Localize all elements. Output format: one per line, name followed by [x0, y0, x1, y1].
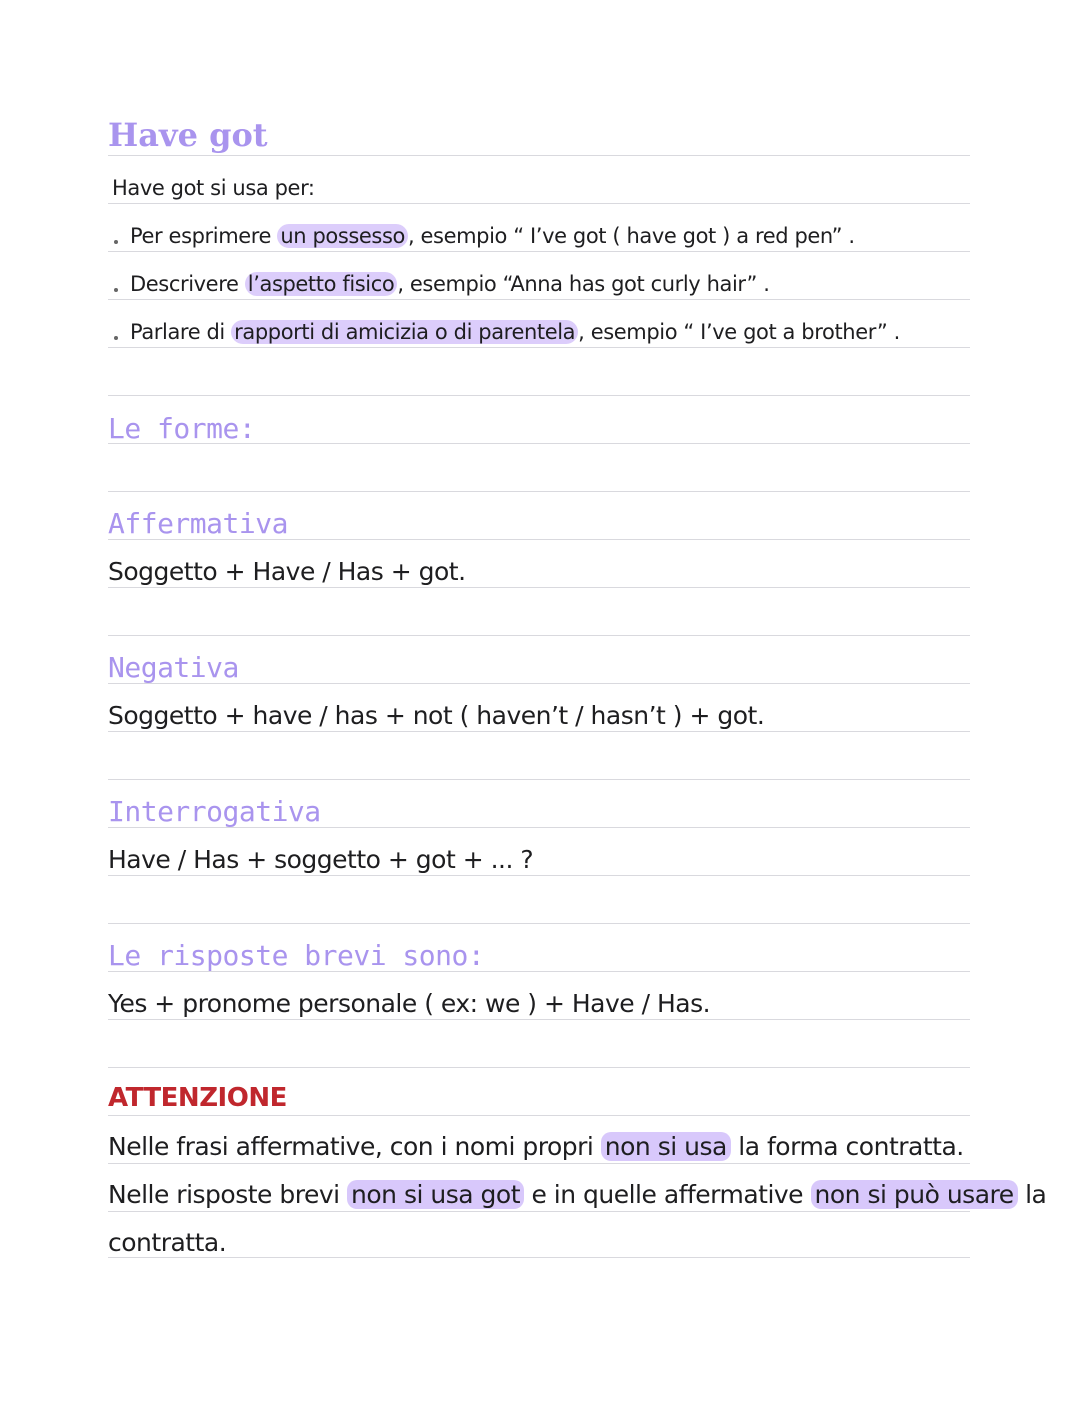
rule-interrogativa: Have / Has + soggetto + got + ... ? [108, 845, 534, 874]
intro-text: Have got si usa per: [112, 176, 315, 200]
highlighted-text: rapporti di amicizia o di parentela [231, 320, 578, 344]
ruled-line [108, 875, 970, 876]
rule-affermativa: Soggetto + Have / Has + got. [108, 557, 466, 586]
bullet-text: Per esprimere [130, 224, 278, 248]
ruled-line [108, 1163, 970, 1164]
bullet-text: , esempio “ I’ve got a brother” . [578, 320, 900, 344]
warning-text: Nelle risposte brevi [108, 1180, 348, 1209]
ruled-line [108, 251, 970, 252]
ruled-line [108, 491, 970, 492]
highlighted-text: non si usa got [347, 1180, 524, 1209]
highlighted-text: un possesso [277, 224, 408, 248]
ruled-line [108, 1115, 970, 1116]
page-title: Have got [108, 116, 268, 154]
section-heading-affermativa: Affermativa [108, 507, 288, 540]
ruled-line [108, 1067, 970, 1068]
ruled-line [108, 299, 970, 300]
rule-negativa: Soggetto + have / has + not ( haven’t / hasn’t ) + got. [108, 701, 765, 730]
ruled-line [108, 635, 970, 636]
warning-line-1 [108, 1132, 964, 1161]
ruled-line [108, 923, 970, 924]
ruled-line [108, 155, 970, 156]
bullet-dot [114, 240, 118, 244]
list-item [130, 272, 770, 296]
bullet-text: Descrivere [130, 272, 245, 296]
ruled-line [108, 395, 970, 396]
ruled-line [108, 347, 970, 348]
bullet-text: , esempio “Anna has got curly hair” . [397, 272, 770, 296]
rule-risposte: Yes + pronome personale ( ex: we ) + Have / Has. [108, 989, 711, 1018]
ruled-line [108, 731, 970, 732]
ruled-line [108, 1019, 970, 1020]
ruled-line [108, 1257, 970, 1258]
ruled-line [108, 203, 970, 204]
warning-text: Nelle frasi affermative, con i nomi propri [108, 1132, 601, 1161]
section-heading-interrogativa: Interrogativa [108, 795, 321, 828]
highlighted-text: non si può usare [811, 1180, 1018, 1209]
section-heading-negativa: Negativa [108, 651, 239, 684]
warning-heading: ATTENZIONE [108, 1083, 287, 1113]
highlighted-text: l’aspetto fisico [245, 272, 398, 296]
ruled-line [108, 587, 970, 588]
bullet-text: , esempio “ I’ve got ( have got ) a red pen” . [407, 224, 855, 248]
warning-line-3: contratta. [108, 1228, 227, 1257]
ruled-line [108, 779, 970, 780]
section-heading-forme: Le forme: [108, 412, 256, 445]
bullet-text: Parlare di [130, 320, 232, 344]
section-heading-risposte: Le risposte brevi sono: [108, 939, 485, 972]
bullet-dot [114, 336, 118, 340]
bullet-dot [114, 288, 118, 292]
warning-text: e in quelle affermative [524, 1180, 811, 1209]
ruled-line [108, 1211, 970, 1212]
warning-text: la forma contratta. [730, 1132, 964, 1161]
warning-line-2 [108, 1180, 1046, 1209]
list-item [130, 224, 855, 248]
list-item [130, 320, 900, 344]
highlighted-text: non si usa [601, 1132, 731, 1161]
warning-text: la [1017, 1180, 1047, 1209]
